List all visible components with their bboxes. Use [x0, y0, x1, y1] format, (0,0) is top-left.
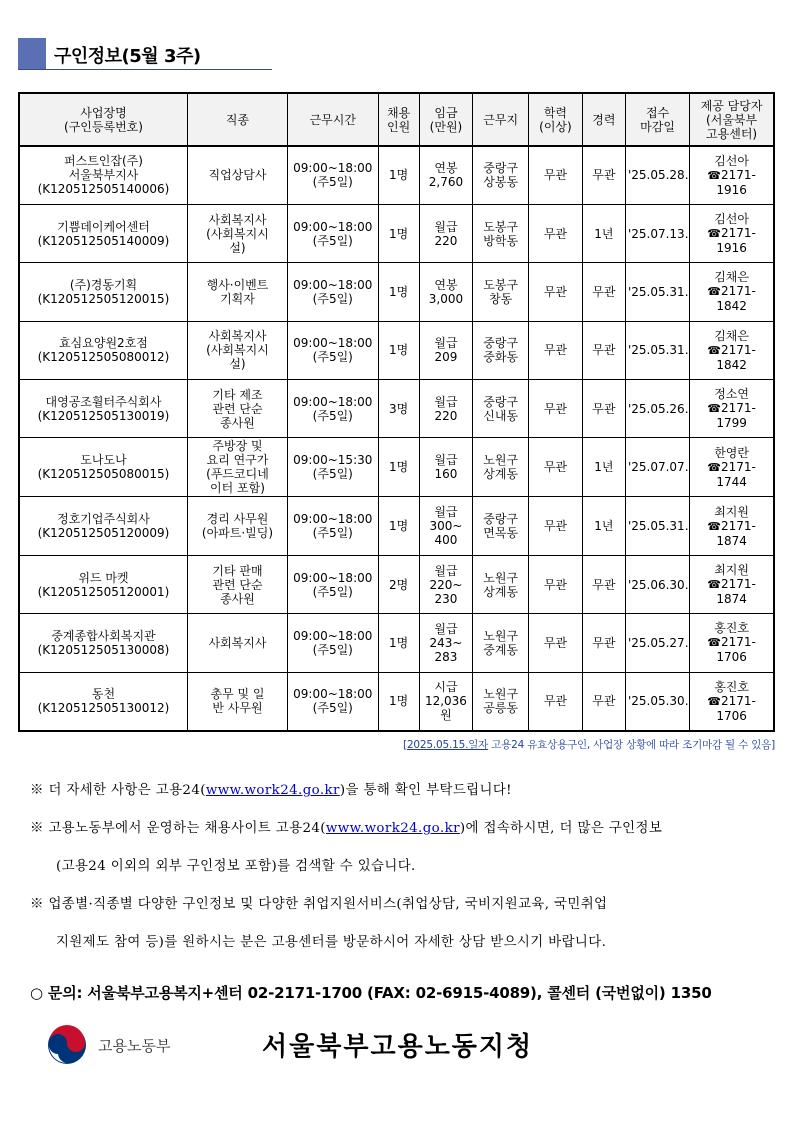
- career-cell: 1년: [582, 438, 625, 497]
- note-2: [30, 810, 780, 848]
- telephone-icon: ☎: [707, 460, 721, 474]
- wage-cell: 월급 160: [419, 438, 473, 497]
- wage-cell: 월급 243~ 283: [419, 614, 473, 672]
- manager-name: 김채은: [714, 270, 749, 285]
- count-cell: 1명: [378, 321, 419, 379]
- location-cell: 노원구 상계동: [473, 555, 529, 613]
- career-cell: 무관: [582, 380, 625, 438]
- deadline-cell: '25.06.30.: [625, 555, 689, 613]
- manager-cell: [690, 380, 774, 438]
- career-cell: 무관: [582, 146, 625, 204]
- note-3: ※ 업종별·직종별 다양한 구인정보 및 다양한 취업지원서비스(취업상담, 국비지원교육, 국민취업: [30, 897, 608, 912]
- phone-number: 2171-1916: [716, 226, 756, 256]
- company-cell: 위드 마켓 (K120512505120001): [19, 555, 187, 613]
- manager-cell: [690, 497, 774, 555]
- column-header: 근무시간: [288, 93, 379, 146]
- manager-name: 최지원: [714, 504, 749, 519]
- education-cell: 무관: [529, 555, 583, 613]
- page-title: 구인정보(5월 3주): [54, 46, 201, 67]
- education-cell: 무관: [529, 321, 583, 379]
- wage-cell: 월급 220~ 230: [419, 555, 473, 613]
- wage-cell: 연봉 2,760: [419, 146, 473, 204]
- manager-phone: [692, 168, 771, 197]
- hours-cell: 09:00~18:00 (주5일): [288, 146, 379, 204]
- manager-cell: [690, 321, 774, 379]
- education-cell: 무관: [529, 672, 583, 730]
- location-cell: 중랑구 상봉동: [473, 146, 529, 204]
- manager-cell: [690, 555, 774, 613]
- job-listings-table: [18, 92, 775, 732]
- count-cell: 1명: [378, 672, 419, 730]
- manager-cell: [690, 672, 774, 730]
- hours-cell: 09:00~18:00 (주5일): [288, 321, 379, 379]
- job-cell: 사회복지사: [187, 614, 287, 672]
- column-header: 학력 (이상): [529, 93, 583, 146]
- deadline-cell: '25.07.07.: [625, 438, 689, 497]
- wage-cell: 연봉 3,000: [419, 263, 473, 321]
- manager-phone: [692, 635, 771, 664]
- footnote-text: 고용24 유효상용구인, 사업장 상황에 따라 조기마감 될 수 있음: [491, 739, 772, 751]
- phone-number: 2171-1799: [716, 401, 756, 431]
- manager-name: 홍진호: [714, 679, 749, 694]
- note-1: [30, 772, 780, 810]
- note-1-text: ※ 더 자세한 사항은 고용24(: [30, 783, 206, 798]
- table-row: [19, 672, 774, 730]
- hours-cell: 09:00~18:00 (주5일): [288, 263, 379, 321]
- company-cell: 대영공조휠터주식회사 (K120512505130019): [19, 380, 187, 438]
- job-cell: 기타 판매 관련 단순 종사원: [187, 555, 287, 613]
- hours-cell: 09:00~18:00 (주5일): [288, 614, 379, 672]
- contact-info: ○ 문의: 서울북부고용복지+센터 02-2171-1700 (FAX: 02-6915-4089), 콜센터 (국번없이) 1350: [30, 984, 712, 1002]
- notes-section: [30, 772, 780, 962]
- deadline-cell: '25.07.13.: [625, 204, 689, 262]
- wage-cell: 시급 12,036 원: [419, 672, 473, 730]
- table-header-row: [19, 93, 774, 146]
- phone-number: 2171-1874: [716, 518, 756, 548]
- job-cell: 기타 제조 관련 단순 종사원: [187, 380, 287, 438]
- manager-name: 최지원: [714, 563, 749, 578]
- deadline-cell: '25.05.26.: [625, 380, 689, 438]
- wage-cell: 월급 220: [419, 204, 473, 262]
- count-cell: 1명: [378, 614, 419, 672]
- education-cell: 무관: [529, 614, 583, 672]
- location-cell: 도봉구 창동: [473, 263, 529, 321]
- deadline-cell: '25.05.28.: [625, 146, 689, 204]
- manager-name: 김선아: [714, 212, 749, 227]
- telephone-icon: ☎: [707, 519, 721, 533]
- job-cell: 행사·이벤트 기획자: [187, 263, 287, 321]
- table-row: [19, 555, 774, 613]
- note-2-text: ※ 고용노동부에서 운영하는 채용사이트 고용24(: [30, 821, 326, 836]
- education-cell: 무관: [529, 146, 583, 204]
- company-cell: 효심요양원2호점 (K120512505080012): [19, 321, 187, 379]
- telephone-icon: ☎: [707, 402, 721, 416]
- table-row: [19, 204, 774, 262]
- education-cell: 무관: [529, 438, 583, 497]
- page-title-bar: [18, 38, 272, 70]
- manager-phone: [692, 519, 771, 548]
- telephone-icon: ☎: [707, 285, 721, 299]
- company-cell: 퍼스트인잡(주) 서울북부지사 (K120512505140006): [19, 146, 187, 204]
- job-cell: 경리 사무원 (아파트·빌딩): [187, 497, 287, 555]
- career-cell: 무관: [582, 321, 625, 379]
- career-cell: 무관: [582, 555, 625, 613]
- note-1-text-end: )을 통해 확인 부탁드립니다!: [339, 783, 512, 798]
- count-cell: 3명: [378, 380, 419, 438]
- note-3-continued: 지원제도 참여 등)를 원하시는 분은 고용센터를 방문하시어 자세한 상담 받으시기 바랍니다.: [56, 935, 607, 950]
- hours-cell: 09:00~15:30 (주5일): [288, 438, 379, 497]
- company-cell: 동천 (K120512505130012): [19, 672, 187, 730]
- footnote-date: 2025.05.15.일자: [406, 739, 489, 751]
- table-footnote: [2025.05.15.일자 고용24 유효상용구인, 사업장 상황에 따라 조기마감 될 수 있음]: [403, 739, 775, 751]
- ministry-brand: [46, 1024, 170, 1066]
- column-header: 경력: [582, 93, 625, 146]
- table-row: [19, 380, 774, 438]
- hours-cell: 09:00~18:00 (주5일): [288, 204, 379, 262]
- telephone-icon: ☎: [707, 168, 721, 182]
- manager-cell: [690, 146, 774, 204]
- company-cell: 도나도나 (K120512505080015): [19, 438, 187, 497]
- deadline-cell: '25.05.27.: [625, 614, 689, 672]
- manager-cell: [690, 204, 774, 262]
- location-cell: 중랑구 신내동: [473, 380, 529, 438]
- location-cell: 노원구 상계동: [473, 438, 529, 497]
- education-cell: 무관: [529, 380, 583, 438]
- phone-number: 2171-1744: [716, 459, 756, 489]
- table-row: [19, 497, 774, 555]
- manager-name: 김선아: [714, 153, 749, 168]
- phone-number: 2171-1874: [716, 577, 756, 607]
- manager-phone: [692, 577, 771, 606]
- location-cell: 노원구 공릉동: [473, 672, 529, 730]
- career-cell: 무관: [582, 263, 625, 321]
- column-header: 직종: [187, 93, 287, 146]
- manager-phone: [692, 694, 771, 723]
- hours-cell: 09:00~18:00 (주5일): [288, 672, 379, 730]
- table-row: [19, 146, 774, 204]
- wage-cell: 월급 220: [419, 380, 473, 438]
- phone-number: 2171-1706: [716, 635, 756, 665]
- column-header: 접수 마감일: [625, 93, 689, 146]
- deadline-cell: '25.05.30.: [625, 672, 689, 730]
- manager-phone: [692, 226, 771, 255]
- location-cell: 중랑구 면목동: [473, 497, 529, 555]
- ministry-name: 고용노동부: [98, 1036, 171, 1055]
- company-cell: 정호기업주식회사 (K120512505120009): [19, 497, 187, 555]
- manager-name: 홍진호: [714, 621, 749, 636]
- location-cell: 중랑구 중화동: [473, 321, 529, 379]
- wage-cell: 월급 300~ 400: [419, 497, 473, 555]
- manager-cell: [690, 614, 774, 672]
- career-cell: 무관: [582, 672, 625, 730]
- career-cell: 1년: [582, 204, 625, 262]
- phone-number: 2171-1842: [716, 342, 756, 372]
- manager-name: 김채은: [714, 328, 749, 343]
- manager-name: 한영란: [714, 445, 749, 460]
- count-cell: 1명: [378, 497, 419, 555]
- column-header: 사업장명 (구인등록번호): [19, 93, 187, 146]
- job-cell: 사회복지사 (사회복지시 설): [187, 321, 287, 379]
- work24-link[interactable]: www.work24.go.kr: [205, 783, 340, 798]
- deadline-cell: '25.05.31.: [625, 263, 689, 321]
- company-cell: 기쁨데이케어센터 (K120512505140009): [19, 204, 187, 262]
- phone-number: 2171-1842: [716, 284, 756, 314]
- job-cell: 직업상담사: [187, 146, 287, 204]
- work24-link-2[interactable]: www.work24.go.kr: [325, 821, 460, 836]
- column-header: 제공 담당자 (서울북부 고용센터): [690, 93, 774, 146]
- location-cell: 도봉구 방학동: [473, 204, 529, 262]
- telephone-icon: ☎: [707, 227, 721, 241]
- count-cell: 1명: [378, 263, 419, 321]
- table-row: [19, 614, 774, 672]
- telephone-icon: ☎: [707, 578, 721, 592]
- company-cell: 중계종합사회복지관 (K120512505130008): [19, 614, 187, 672]
- job-cell: 주방장 및 요리 연구가 (푸드코디네 이터 포함): [187, 438, 287, 497]
- table-row: [19, 438, 774, 497]
- count-cell: 2명: [378, 555, 419, 613]
- job-cell: 사회복지사 (사회복지시 설): [187, 204, 287, 262]
- count-cell: 1명: [378, 204, 419, 262]
- title-accent-block: [18, 38, 46, 69]
- manager-phone: [692, 401, 771, 430]
- education-cell: 무관: [529, 497, 583, 555]
- location-cell: 노원구 중계동: [473, 614, 529, 672]
- company-cell: (주)경동기획 (K120512505120015): [19, 263, 187, 321]
- count-cell: 1명: [378, 146, 419, 204]
- manager-name: 정소연: [714, 387, 749, 402]
- career-cell: 1년: [582, 497, 625, 555]
- phone-number: 2171-1706: [716, 693, 756, 723]
- table-row: [19, 263, 774, 321]
- manager-cell: [690, 263, 774, 321]
- manager-phone: [692, 460, 771, 489]
- manager-phone: [692, 284, 771, 313]
- deadline-cell: '25.05.31.: [625, 497, 689, 555]
- manager-phone: [692, 343, 771, 372]
- telephone-icon: ☎: [707, 636, 721, 650]
- count-cell: 1명: [378, 438, 419, 497]
- hours-cell: 09:00~18:00 (주5일): [288, 497, 379, 555]
- column-header: 임금 (만원): [419, 93, 473, 146]
- note-2-text-end: )에 접속하시면, 더 많은 구인정보: [459, 821, 663, 836]
- column-header: 근무지: [473, 93, 529, 146]
- manager-cell: [690, 438, 774, 497]
- column-header: 채용 인원: [378, 93, 419, 146]
- education-cell: 무관: [529, 204, 583, 262]
- table-row: [19, 321, 774, 379]
- taegeuk-logo-icon: [46, 1024, 88, 1066]
- wage-cell: 월급 209: [419, 321, 473, 379]
- career-cell: 무관: [582, 614, 625, 672]
- note-2-continued: (고용24 이외의 외부 구인정보 포함)를 검색할 수 있습니다.: [56, 859, 416, 874]
- phone-number: 2171-1916: [716, 167, 756, 197]
- job-cell: 총무 및 일 반 사무원: [187, 672, 287, 730]
- telephone-icon: ☎: [707, 694, 721, 708]
- office-name: 서울북부고용노동지청: [262, 1032, 534, 1062]
- hours-cell: 09:00~18:00 (주5일): [288, 555, 379, 613]
- hours-cell: 09:00~18:00 (주5일): [288, 380, 379, 438]
- telephone-icon: ☎: [707, 343, 721, 357]
- deadline-cell: '25.05.31.: [625, 321, 689, 379]
- education-cell: 무관: [529, 263, 583, 321]
